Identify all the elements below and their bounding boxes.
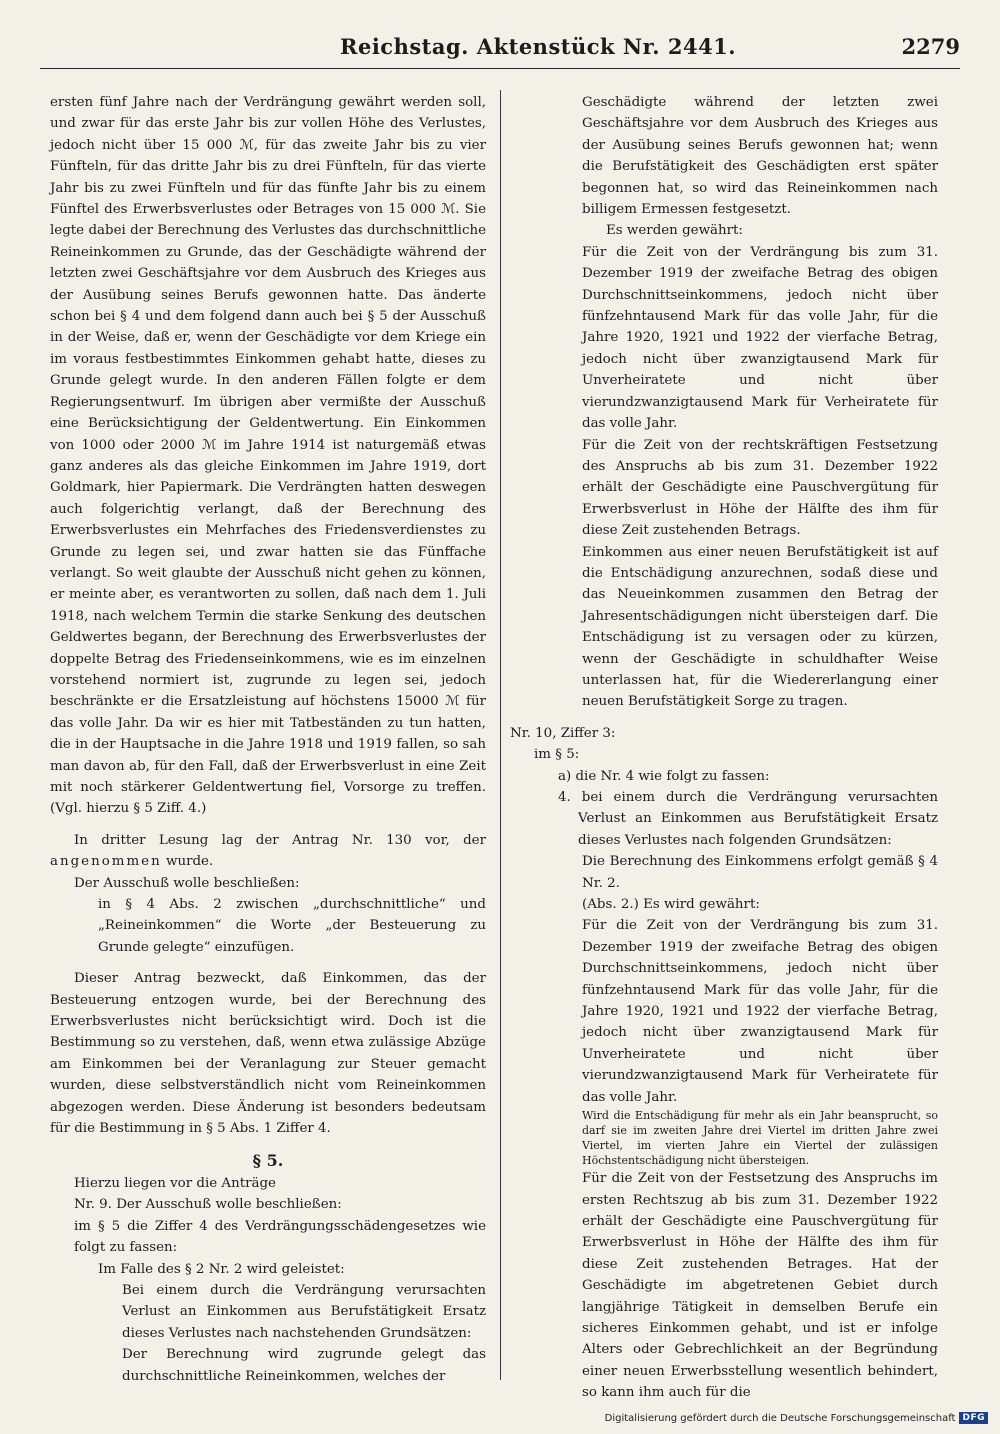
right-column: [510, 92, 938, 1404]
paragraph-text: wurde.: [166, 854, 214, 870]
paragraph: 4. bei einem durch die Verdrängung verursachten Verlust an Einkommen aus Berufstätigkeit Ersatz dieses Verlustes nach folgenden Grundsätzen:: [558, 790, 938, 848]
paragraph: [50, 830, 486, 873]
paragraph: Der Berechnung wird zugrunde gelegt das durchschnittliche Reineinkommen, welches der: [122, 1347, 486, 1384]
paragraph: Der Ausschuß wolle beschließen:: [74, 875, 300, 891]
paragraph: (Abs. 2.) Es wird gewährt:: [582, 897, 760, 913]
section-heading: § 5.: [252, 1150, 284, 1170]
paragraph: ersten fünf Jahre nach der Verdrängung gewährt werden soll, und zwar für das erste Jahr bis zur vollen Höhe des Verlustes, jedoch nicht über 15 000 ℳ, für das zweite Jahr bis zu vier Fünfteln, für das dritte Jahr bis zu drei Fünfteln, für das vierte Jahr bis zu zwei Fünfteln und für das fünfte Jahr bis zu einem Fünftel des Erwerbsverlustes oder Betrages von 15 000 ℳ. Sie legte dabei der Berechnung des Verlustes das durchschnittliche Reineinkommen zu Grunde, das der Geschädigte während der letzten zwei Geschäftsjahre vor dem Ausbruch des Krieges aus der Ausübung seines Berufs gewonnen hatte. Das änderte schon bei § 4 und dem folgend dann auch bei § 5 der Ausschuß in der Weise, daß er, wenn der Geschädigte vor dem Kriege ein im voraus festbestimmtes Einkommen gehabt hatte, dieses zu Grunde gelegt wurde. In den anderen Fällen folgte er dem Regierungsentwurf. Im übrigen aber vermißte der Ausschuß eine Berücksichtigung der Geldentwertung. Ein Einkommen von 1000 oder 2000 ℳ im Jahre 1914 ist naturgemäß etwas ganz anderes als das gleiche Einkommen im Jahre 1919, dort Goldmark, hier Papiermark. Die Verdrängten hatten deswegen auch folgerichtig verlangt, daß der Berechnung des Erwerbsverlustes ein Mehrfaches des Friedensverdienstes zu Grunde zu legen sei, und zwar hatten sie das Fünffache verlangt. So weit glaubte der Ausschuß nicht gehen zu können, er meinte aber, es verantworten zu sollen, daß nach dem 1. Juli 1918, nach welchem Termin die starke Senkung des deutschen Geldwertes begann, der Berechnung des Erwerbsverlustes der doppelte Betrag des Friedenseinkommens, wie es im einzelnen vorstehend normiert ist, zugrunde zu legen sei, jedoch beschränkte er die Ersatzleistung auf höchstens 15000 ℳ für das volle Jahr. Da wir es hier mit Tatbeständen zu tun hatten, die in der Hauptsache in die Jahre 1918 und 1919 fallen, so sah man davon ab, für den Fall, daß der Erwerbsverlust in eine Zeit mit noch stärkerer Geldentwertung fiel, Vorsorge zu treffen. (Vgl. hierzu § 5 Ziff. 4.): [50, 95, 486, 817]
paragraph: in § 4 Abs. 2 zwischen „durchschnittliche“ und „Reineinkommen“ die Worte „der Besteuerung zu Grunde gelegte“ einzufügen.: [98, 897, 486, 955]
header-title: Reichstag. Aktenstück Nr. 2441.: [340, 34, 737, 59]
paragraph: Geschädigte während der letzten zwei Geschäftsjahre vor dem Ausbruch des Krieges aus der Ausübung seines Berufs gewonnen hat; wenn die Berufstätigkeit des Geschädigten erst später begonnen hat, so wird das Reineinkommen nach billigem Ermessen festgesetzt.: [582, 95, 938, 218]
paragraph: Bei einem durch die Verdrängung verursachten Verlust an Einkommen aus Berufstätigkeit Ersatz dieses Verlustes nach nachstehenden Grundsätzen:: [122, 1282, 486, 1341]
page-header: [40, 34, 960, 69]
footer-text: Digitalisierung gefördert durch die Deutsche Forschungsgemeinschaft: [604, 1412, 956, 1424]
paragraph: Für die Zeit von der Verdrängung bis zum 31. Dezember 1919 der zweifache Betrag des obigen Durchschnittseinkommens, jedoch nicht über fünfzehntausend Mark für das volle Jahr, für die Jahre 1920, 1921 und 1922 der vierfache Betrag, jedoch nicht über zwanzigtausend Mark für Unverheiratete und nicht über vierundzwanzigtausend Mark für Verheiratete für das volle Jahr.: [582, 918, 938, 1105]
paragraph: Die Berechnung des Einkommens erfolgt gemäß § 4 Nr. 2.: [582, 854, 938, 891]
dfg-logo: DFG: [959, 1412, 988, 1424]
paragraph: Nr. 10, Ziffer 3:: [510, 725, 616, 741]
paragraph: Für die Zeit von der rechtskräftigen Festsetzung des Anspruchs ab bis zum 31. Dezember 1922 erhält der Geschädigte eine Pauschvergütung für Erwerbsverlust in Höhe der Hälfte des ihm für diese Zeit zustehenden Betrags.: [582, 437, 938, 539]
paragraph: Für die Zeit von der Verdrängung bis zum 31. Dezember 1919 der zweifache Betrag des obigen Durchschnittseinkommens, jedoch nicht über fünfzehntausend Mark für das volle Jahr, für die Jahre 1920, 1921 und 1922 der vierfache Betrag, jedoch nicht über zwanzigtausend Mark für Unverheiratete und nicht über vierundzwanzigtausend Mark für Verheiratete für das volle Jahr.: [582, 244, 938, 432]
paragraph: im § 5:: [534, 747, 580, 763]
footnote-paragraph: Wird die Entschädigung für mehr als ein Jahr beansprucht, so darf sie im zweiten Jahre drei Viertel im dritten Jahre zwei Viertel, im vierten Jahre ein Viertel der zulässigen Höchstentschädigung nicht übersteigen.: [582, 1109, 938, 1168]
paragraph: Dieser Antrag bezweckt, daß Einkommen, das der Besteuerung entzogen wurde, bei der Berechnung des Erwerbsverlustes nicht berücksichtigt wird. Doch ist die Bestimmung so zu verstehen, daß, wenn etwa zulässige Abzüge am Einkommen bei der Veranlagung zur Steuer gemacht wurden, diese selbstverständlich nicht vom Reineinkommen abgezogen werden. Diese Änderung ist besonders bedeutsam für die Bestimmung in § 5 Abs. 1 Ziffer 4.: [50, 971, 486, 1137]
paragraph: Es werden gewährt:: [606, 223, 743, 239]
column-divider: [500, 90, 501, 1380]
paragraph-text: In dritter Lesung lag der Antrag Nr. 130 vor, der: [74, 832, 486, 848]
footer: [605, 1412, 988, 1424]
paragraph: Im Falle des § 2 Nr. 2 wird geleistet:: [98, 1261, 345, 1277]
left-column: [50, 92, 486, 1387]
page-number: 2279: [901, 34, 960, 59]
emphasized-word: angenommen: [50, 854, 162, 870]
paragraph: Hierzu liegen vor die Anträge: [74, 1175, 276, 1191]
paragraph: Für die Zeit von der Festsetzung des Anspruchs im ersten Rechtszug ab bis zum 31. Dezember 1922 erhält der Geschädigte eine Pauschvergütung für Erwerbsverlust in Höhe der Hälfte des ihm für diese Zeit zustehenden Betrages. Hat der Geschädigte im abgetretenen Gebiet durch langjährige Tätigkeit in demselben Berufe ein sicheres Einkommen gehabt, und ist er infolge Alters oder Gebrechlichkeit an der Begründung einer neuen Erwerbsstellung wesentlich behindert, so kann ihm auch für die: [582, 1171, 938, 1401]
paragraph: Nr. 9. Der Ausschuß wolle beschließen:: [74, 1197, 342, 1213]
paragraph: a) die Nr. 4 wie folgt zu fassen:: [558, 768, 770, 784]
paragraph: Einkommen aus einer neuen Berufstätigkeit ist auf die Entschädigung anzurechnen, sodaß diese und das Neueinkommen zusammen den Betrag der Jahresentschädigungen nicht übersteigen darf. Die Entschädigung ist zu versagen oder zu kürzen, wenn der Geschädigte in schuldhafter Weise unterlassen hat, für die Wiedererlangung einer neuen Berufstätigkeit Sorge zu tragen.: [582, 544, 938, 710]
paragraph: im § 5 die Ziffer 4 des Verdrängungsschädengesetzes wie folgt zu fassen:: [74, 1218, 486, 1256]
